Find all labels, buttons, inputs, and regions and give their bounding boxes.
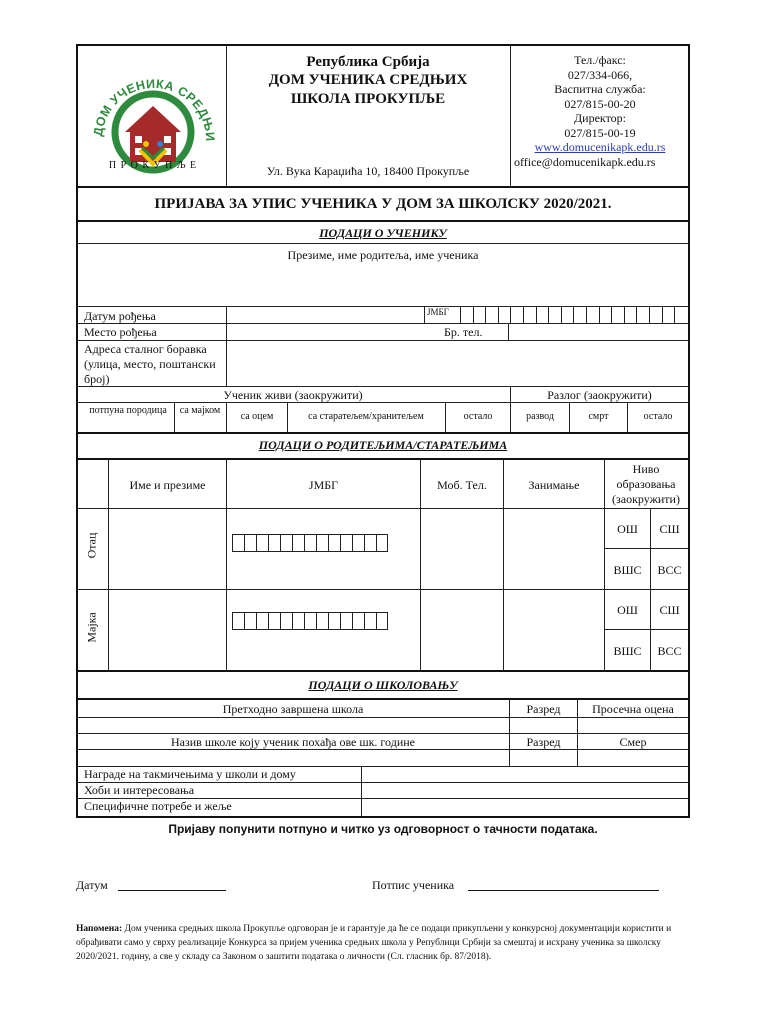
needs-field[interactable] xyxy=(362,799,688,813)
address-field[interactable] xyxy=(227,341,687,385)
mother-phone-field[interactable] xyxy=(421,590,502,670)
col-edu-header: Ниво образовања (заокружити) xyxy=(612,462,680,506)
dob-label: Датум рођења xyxy=(84,309,156,323)
hobbies-label: Хоби и интересовања xyxy=(84,783,195,797)
privacy-note xyxy=(76,922,692,964)
date-label: Датум xyxy=(76,878,108,892)
mother-name-field[interactable] xyxy=(109,590,225,670)
lives-option-other[interactable]: остало xyxy=(463,411,493,422)
father-edu-vss2[interactable]: ВСС xyxy=(657,563,682,577)
svg-text:ДОМ УЧЕНИКА СРЕДЊИХ ШКОЛА: ДОМ УЧЕНИКА СРЕДЊИ xyxy=(91,76,218,142)
student-name-label: Презиме, име родитеља, име ученика xyxy=(287,248,479,262)
date-line[interactable] xyxy=(118,890,226,891)
awards-field[interactable] xyxy=(362,767,688,781)
col-job-header: Занимање xyxy=(528,478,580,492)
father-phone-field[interactable] xyxy=(421,509,502,589)
reason-option-divorce[interactable]: развод xyxy=(526,411,554,422)
accuracy-notice: Пријаву попунити потпуно и читко уз одговорност о тачности података. xyxy=(168,822,598,836)
lives-option-mother[interactable]: са мајком xyxy=(179,405,221,416)
col-phone-header: Моб. Тел. xyxy=(437,478,487,492)
form-title: ПРИЈАВА ЗА УПИС УЧЕНИКА У ДОМ ЗА ШКОЛСКУ 2020/2021. xyxy=(154,196,612,212)
father-jmbg-cells[interactable] xyxy=(232,534,388,552)
lives-with-label: Ученик живи (заокружити) xyxy=(223,388,363,402)
prev-school-field[interactable] xyxy=(78,718,508,732)
address-label: Адреса сталног боравка (улица, место, поштански број) xyxy=(84,342,216,386)
student-jmbg-cells[interactable] xyxy=(460,307,687,323)
mother-job-field[interactable] xyxy=(504,590,603,670)
grade-label: Разред xyxy=(526,702,561,716)
student-section-title: ПОДАЦИ О УЧЕНИКУ xyxy=(319,226,447,240)
mother-jmbg-cells[interactable] xyxy=(232,612,388,630)
mother-edu-vss[interactable]: ВШС xyxy=(613,644,642,658)
awards-label: Награде на такмичењима у школи и дому xyxy=(84,767,296,781)
father-name-field[interactable] xyxy=(109,509,225,589)
father-edu-vss[interactable]: ВШС xyxy=(613,563,642,577)
lives-option-full-family[interactable]: потпуна породица xyxy=(89,405,167,416)
needs-label: Специфичне потребе и жеље xyxy=(84,799,232,813)
contact-block: Тел./факс: 027/334-066, Васпитна служба: 027/815-00-20 Директор: 027/815-00-19 www.domucenikapk.edu.rs office@domucenikapk.edu.rs xyxy=(512,53,688,169)
grade2-label: Разред xyxy=(526,735,561,749)
father-edu-os[interactable]: ОШ xyxy=(617,522,638,536)
logo xyxy=(80,48,226,182)
reason-option-death[interactable]: смрт xyxy=(588,411,609,422)
father-label: Отац xyxy=(84,532,99,559)
current-school-label: Назив школе коју ученик похађа ове шк. године xyxy=(171,735,415,749)
parents-section-title: ПОДАЦИ О РОДИТЕЉИМА/СТАРАТЕЉИМА xyxy=(258,438,508,452)
privacy-note-label: Напомена: xyxy=(76,924,123,934)
phone-label: Бр. тел. xyxy=(444,325,483,339)
current-school-field[interactable] xyxy=(78,750,508,765)
signature-label: Потпис ученика xyxy=(372,878,455,892)
institution-name: ДОМ УЧЕНИКА СРЕДЊИХ ШКОЛА ПРОКУПЉЕ xyxy=(268,72,468,107)
birthplace-field[interactable] xyxy=(227,324,423,340)
dob-field[interactable] xyxy=(227,307,423,323)
privacy-note-text: Дом ученика средњих школа Прокупље одговорaн је и гарантује да ће се подаци прикупљени у конкурсној документацији користити и обрађивати само у сврху реализације Конкурса за пријем ученика средњих школа у Републици Србији за смештај и исхрану ученика за школску 2020/2021. годину, а све у складу са Законом о заштити података о личности (Сл. гласник бр. 87/2018). xyxy=(76,924,672,962)
mother-edu-os[interactable]: ОШ xyxy=(617,603,638,617)
col-name-header: Име и презиме xyxy=(129,478,206,492)
jmbg-label: ЈМБГ xyxy=(427,307,449,317)
father-job-field[interactable] xyxy=(504,509,603,589)
birthplace-label: Место рођења xyxy=(84,325,157,339)
schooling-section-title: ПОДАЦИ О ШКОЛОВАЊУ xyxy=(308,678,458,692)
col-jmbg-header: ЈМБГ xyxy=(308,478,339,492)
father-edu-ss[interactable]: СШ xyxy=(659,522,680,536)
avg-grade-label: Просечна оцена xyxy=(592,702,674,716)
reason-label: Разлог (заокружити) xyxy=(547,388,652,402)
lives-option-father[interactable]: са оцем xyxy=(240,411,274,422)
logo-city: П Р О К У П Љ Е xyxy=(108,160,198,171)
mother-edu-ss[interactable]: СШ xyxy=(659,603,680,617)
mother-edu-vss2[interactable]: ВСС xyxy=(657,644,682,658)
hobbies-field[interactable] xyxy=(362,783,688,797)
country-title: Република Србија xyxy=(306,54,430,70)
email-text: office@domucenikapk.edu.rs xyxy=(514,154,656,169)
reason-option-other[interactable]: остало xyxy=(643,411,673,422)
prev-school-label: Претходно завршена школа xyxy=(222,702,364,716)
lives-option-guardian[interactable]: са старатељем/хранитељем xyxy=(308,411,424,422)
institution-address: Ул. Вука Караџића 10, 18400 Прокупље xyxy=(266,164,470,178)
website-link[interactable]: www.domucenikapk.edu.rs xyxy=(534,140,666,154)
signature-line[interactable] xyxy=(468,890,659,891)
student-name-field[interactable] xyxy=(78,262,688,305)
mother-label: Мајка xyxy=(84,612,99,643)
student-phone-field[interactable] xyxy=(509,324,687,340)
direction-label: Смер xyxy=(619,735,647,749)
